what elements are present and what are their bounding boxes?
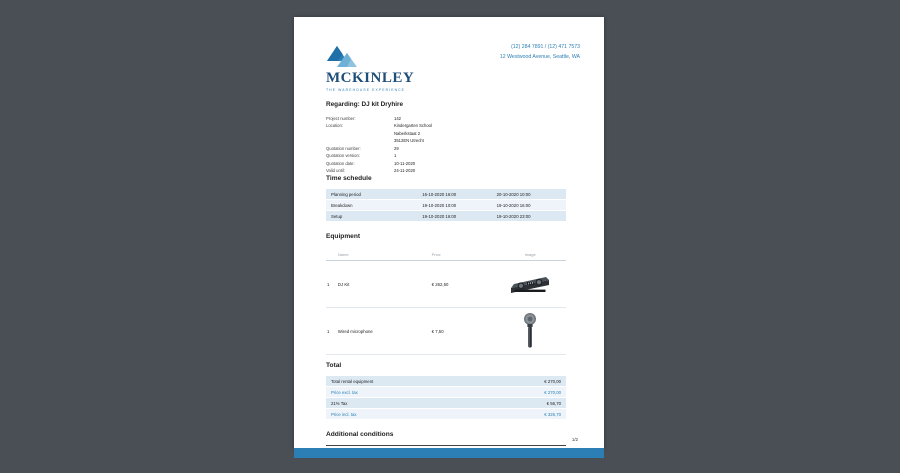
total-value: € 270,00 (493, 387, 566, 398)
meta-value: 1 (394, 153, 397, 159)
total-value: € 270,00 (493, 376, 566, 387)
total-value: € 56,70 (493, 398, 566, 409)
meta-row (326, 160, 566, 167)
header-qty (326, 251, 337, 261)
header-image: Image (494, 251, 566, 261)
company-tagline: THE WAREHOUSE EXPERIENCE (326, 88, 406, 92)
contact-address: 12 Westwood Avenue, Seattle, WA (499, 53, 580, 60)
schedule-label: Setup (326, 211, 417, 222)
equipment-name: DJ Kit (337, 261, 416, 308)
meta-key (326, 137, 394, 144)
section-title-equipment: Equipment (326, 233, 361, 240)
meta-value: Kindergarten School (394, 123, 432, 129)
schedule-end: 19-10-2020 23:00 (492, 211, 566, 222)
schedule-start: 19-10-2020 10:00 (417, 200, 491, 211)
meta-key: Quotation number: (326, 145, 361, 151)
equipment-qty: 1 (326, 261, 337, 308)
equipment-table (326, 251, 566, 355)
meta-key: Quotation version: (326, 153, 360, 159)
total-mid (442, 409, 493, 420)
equipment-price: € 262,50 (416, 261, 495, 308)
total-label: Total rental equipment (326, 376, 442, 387)
table-row (326, 211, 566, 222)
meta-value: 142 (394, 115, 401, 121)
table-row (326, 261, 566, 308)
total-label: Price incl. tax (326, 409, 442, 420)
dj-controller-icon (508, 271, 552, 297)
schedule-start: 19-10-2020 16:00 (417, 211, 491, 222)
meta-row (326, 145, 566, 152)
page-bottom-bar (294, 448, 604, 458)
total-label: Price excl. tax (326, 387, 442, 398)
schedule-label: Breakdown (326, 200, 417, 211)
total-mid (442, 376, 493, 387)
total-label: 21% Tax (326, 398, 442, 409)
meta-row (326, 130, 566, 137)
total-mid (442, 398, 493, 409)
footer-divider (326, 445, 566, 446)
meta-key (326, 130, 394, 137)
equipment-price: € 7,50 (416, 308, 495, 355)
schedule-start: 16-10-2020 16:00 (417, 189, 491, 200)
section-title-additional-conditions: Additional conditions (326, 431, 394, 438)
schedule-end: 20-10-2020 10:00 (492, 189, 566, 200)
meta-row (326, 167, 566, 174)
schedule-label: Planning period (326, 189, 417, 200)
table-row (326, 376, 566, 387)
table-row (326, 308, 566, 355)
table-row (326, 387, 566, 398)
company-name: MCKINLEY (326, 70, 415, 86)
total-value: € 326,70 (493, 409, 566, 420)
meta-value: 24-11-2020 (394, 167, 416, 173)
meta-value: 10-11-2020 (394, 160, 416, 166)
regarding-title: Regarding: DJ kit Dryhire (326, 101, 404, 108)
table-header-row (326, 251, 566, 261)
total-table (326, 376, 566, 420)
table-row (326, 189, 566, 200)
table-row (326, 409, 566, 420)
microphone-icon (518, 311, 542, 351)
document-page (294, 17, 604, 448)
meta-key: Project number: (326, 115, 356, 121)
project-meta-table (326, 115, 566, 175)
meta-value: 3512EN Utrecht (394, 138, 424, 144)
meta-value: 29 (394, 145, 399, 151)
meta-key: Quotation date: (326, 160, 355, 166)
section-title-total: Total (326, 362, 342, 369)
contact-phone: (12) 284 7891 / (12) 471 7573 (511, 44, 580, 50)
meta-key: Location: (326, 123, 343, 129)
meta-row (326, 122, 566, 129)
equipment-qty: 1 (326, 308, 337, 355)
table-row (326, 200, 566, 211)
section-title-time-schedule: Time schedule (326, 175, 372, 182)
time-schedule-table (326, 189, 566, 222)
meta-key: Valid until: (326, 167, 346, 173)
equipment-image-cell (494, 261, 566, 308)
meta-row (326, 137, 566, 144)
page-content (294, 17, 604, 448)
equipment-image-cell (494, 308, 566, 355)
contact-block (500, 43, 580, 63)
page-number: 1/2 (571, 437, 578, 442)
schedule-end: 19-10-2020 16:00 (492, 200, 566, 211)
header-name: Name (337, 251, 416, 261)
total-mid (442, 387, 493, 398)
company-logo (326, 45, 436, 92)
equipment-name: Wired microphone (337, 308, 416, 355)
table-row (326, 398, 566, 409)
header-price: Price (416, 251, 495, 261)
meta-row (326, 115, 566, 122)
mountain-logo-icon (326, 45, 360, 69)
meta-row (326, 152, 566, 159)
meta-value: Naberkstaat 2 (394, 130, 421, 136)
